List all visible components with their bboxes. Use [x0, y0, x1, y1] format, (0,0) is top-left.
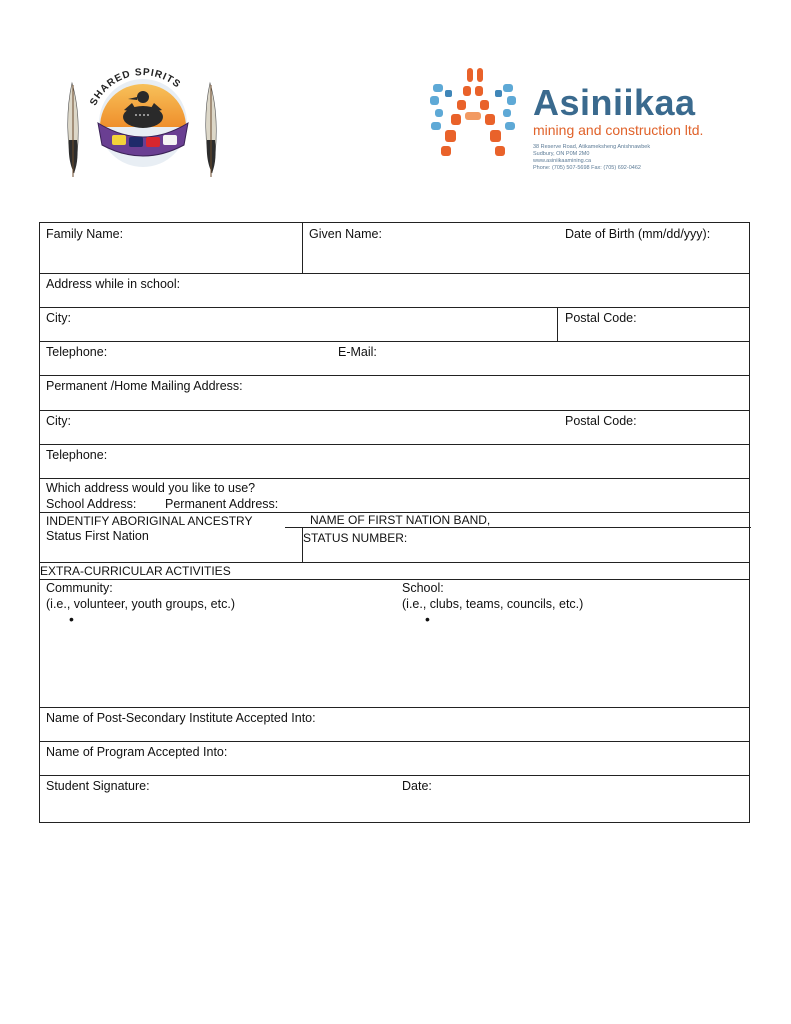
telephone-field-2[interactable]: Telephone: — [46, 448, 108, 462]
school-label: School: — [402, 581, 444, 595]
status-first-nation-option[interactable]: Status First Nation — [46, 529, 149, 543]
asiniikaa-logo — [425, 62, 725, 177]
first-nation-band-field[interactable]: NAME OF FIRST NATION BAND, — [310, 513, 491, 527]
postal-code-field-2[interactable]: Postal Code: — [565, 414, 637, 428]
school-examples: (i.e., clubs, teams, councils, etc.) — [402, 597, 584, 611]
brand-phone: Phone: (705) 507-5698 Fax: (705) 692-0462 — [533, 165, 641, 171]
brand-address2: Sudbury, ON P0M 2M0 — [533, 151, 590, 157]
postal-code-field-1[interactable]: Postal Code: — [565, 311, 637, 325]
svg-text:SHARED SPIRITS: SHARED SPIRITS — [88, 67, 183, 108]
brand-website: www.asiniikaamining.ca — [533, 158, 592, 164]
feather-left-icon — [68, 83, 79, 177]
permanent-address-field[interactable]: Permanent /Home Mailing Address: — [46, 379, 243, 393]
date-of-birth-field[interactable]: Date of Birth (mm/dd/yyy): — [565, 227, 711, 241]
aboriginal-ancestry-label: INDENTIFY ABORIGINAL ANCESTRY — [46, 514, 253, 528]
community-label: Community: — [46, 581, 113, 595]
application-form — [39, 222, 750, 823]
mosaic-a-icon — [425, 62, 525, 162]
school-address-field[interactable]: Address while in school: — [46, 277, 181, 291]
community-examples: (i.e., volunteer, youth groups, etc.) — [46, 597, 235, 611]
address-choice-question: Which address would you like to use? — [46, 481, 256, 495]
brand-name: Asiniikaa — [533, 82, 696, 123]
date-field[interactable]: Date: — [402, 779, 432, 793]
email-field[interactable]: E-Mail: — [338, 345, 377, 359]
status-number-field[interactable]: STATUS NUMBER: — [303, 531, 408, 545]
city-field-1[interactable]: City: — [46, 311, 71, 325]
family-name-field[interactable]: Family Name: — [46, 227, 124, 241]
student-signature-field[interactable]: Student Signature: — [46, 779, 150, 793]
school-address-option[interactable]: School Address: — [46, 497, 137, 511]
extracurricular-heading: EXTRA-CURRICULAR ACTIVITIES — [40, 564, 231, 578]
brand-tagline: mining and construction ltd. — [533, 122, 704, 138]
school-bullet[interactable]: • — [425, 611, 430, 627]
brand-address1: 38 Reserve Road, Atikameksheng Anishnawbek — [533, 144, 651, 150]
telephone-field-1[interactable]: Telephone: — [46, 345, 108, 359]
community-bullet[interactable]: • — [69, 611, 74, 627]
permanent-address-option[interactable]: Permanent Address: — [165, 497, 279, 511]
city-field-2[interactable]: City: — [46, 414, 71, 428]
shared-spirits-logo — [60, 55, 225, 180]
given-name-field[interactable]: Given Name: — [309, 227, 382, 241]
feather-right-icon — [206, 83, 217, 177]
program-field[interactable]: Name of Program Accepted Into: — [46, 745, 228, 759]
post-secondary-field[interactable]: Name of Post-Secondary Institute Accepted Into: — [46, 711, 316, 725]
